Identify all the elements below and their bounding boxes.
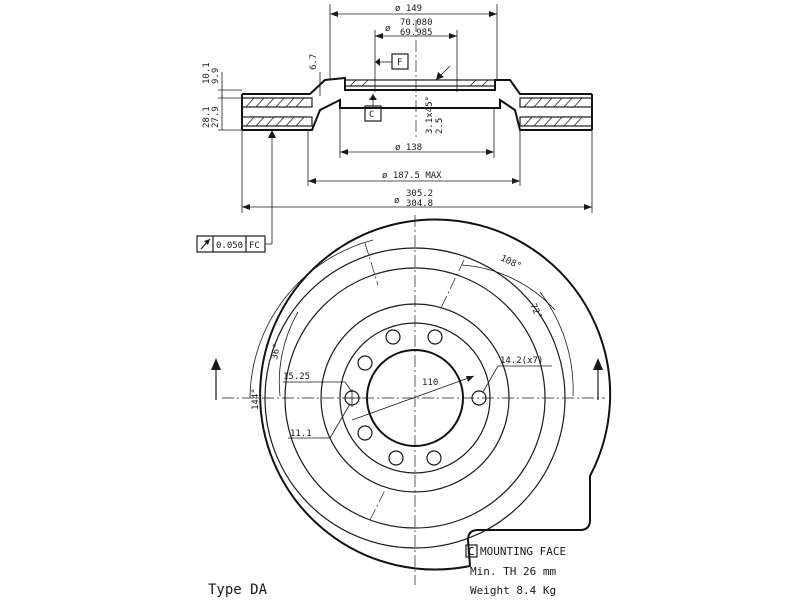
angle-72-label: 72° [527,302,544,322]
arc-72 [540,292,573,396]
datum-f-label: F [397,58,403,68]
notes-block [208,545,566,598]
tolerance-ref: FC [249,241,260,251]
holes-label: 14.2(x7) [500,356,544,366]
dim-70-lower: 69.985 [400,28,433,38]
face-view [211,215,610,585]
bolt-hole [428,330,442,344]
right-cheek-hatching [520,98,592,126]
disc-outline [260,220,610,570]
dim-305-lower: 304.8 [406,199,434,209]
left-cheek-hatching [242,98,312,126]
dim-15-25-label: 15.25 [283,372,311,382]
dim-6-7-label: 6.7 [309,53,319,70]
angle-144-label: 144° [251,388,261,410]
dim-9-9-label: 9.9 [211,67,221,84]
angle-36-label: 36° [270,342,283,361]
dim-27-9-label: 27.9 [211,106,221,128]
section-arrow-icon [211,358,221,370]
mounting-face-note: MOUNTING FACE [480,545,567,558]
bolt-hole [358,426,372,440]
arc-108 [462,265,555,310]
dim-305-symbol: ø [394,196,400,206]
type-label: Type DA [208,582,268,598]
bolt-hole [358,356,372,370]
hat-top-hatching [345,80,495,86]
arc-36 [279,312,298,396]
section-view [197,4,592,252]
dim-28-1-label: 28.1 [202,106,212,128]
dim-110-label: 110 [422,378,439,388]
mounting-face-symbol: C [468,545,475,558]
dim-70-upper: 70.080 [400,18,433,28]
dim-305-upper: 305.2 [406,189,434,199]
dim-187-label: ø 187.5 MAX [382,171,442,181]
bolt-hole [389,451,403,465]
min-thickness-note: Min. TH 26 mm [470,565,557,578]
weight-note: Weight 8.4 Kg [470,584,557,597]
tolerance-value: 0.050 [216,241,244,251]
dim-10-1-label: 10.1 [202,62,212,84]
section-arrow-icon [593,358,603,370]
angle-108-label: 108° [498,253,523,272]
dim-138-label: ø 138 [395,143,423,153]
dim-149-label: ø 149 [395,4,423,14]
dim-11-1-label: 11.1 [290,429,312,439]
bolt-hole [427,451,441,465]
chamfer-a-label: 3.1x45° [425,96,435,134]
bolt-hole [386,330,400,344]
datum-c-label: C [369,110,375,120]
dim-70-symbol: ø [385,24,391,34]
chamfer-b-label: 2.5 [435,117,445,134]
runout-tolerance-frame [197,130,276,252]
